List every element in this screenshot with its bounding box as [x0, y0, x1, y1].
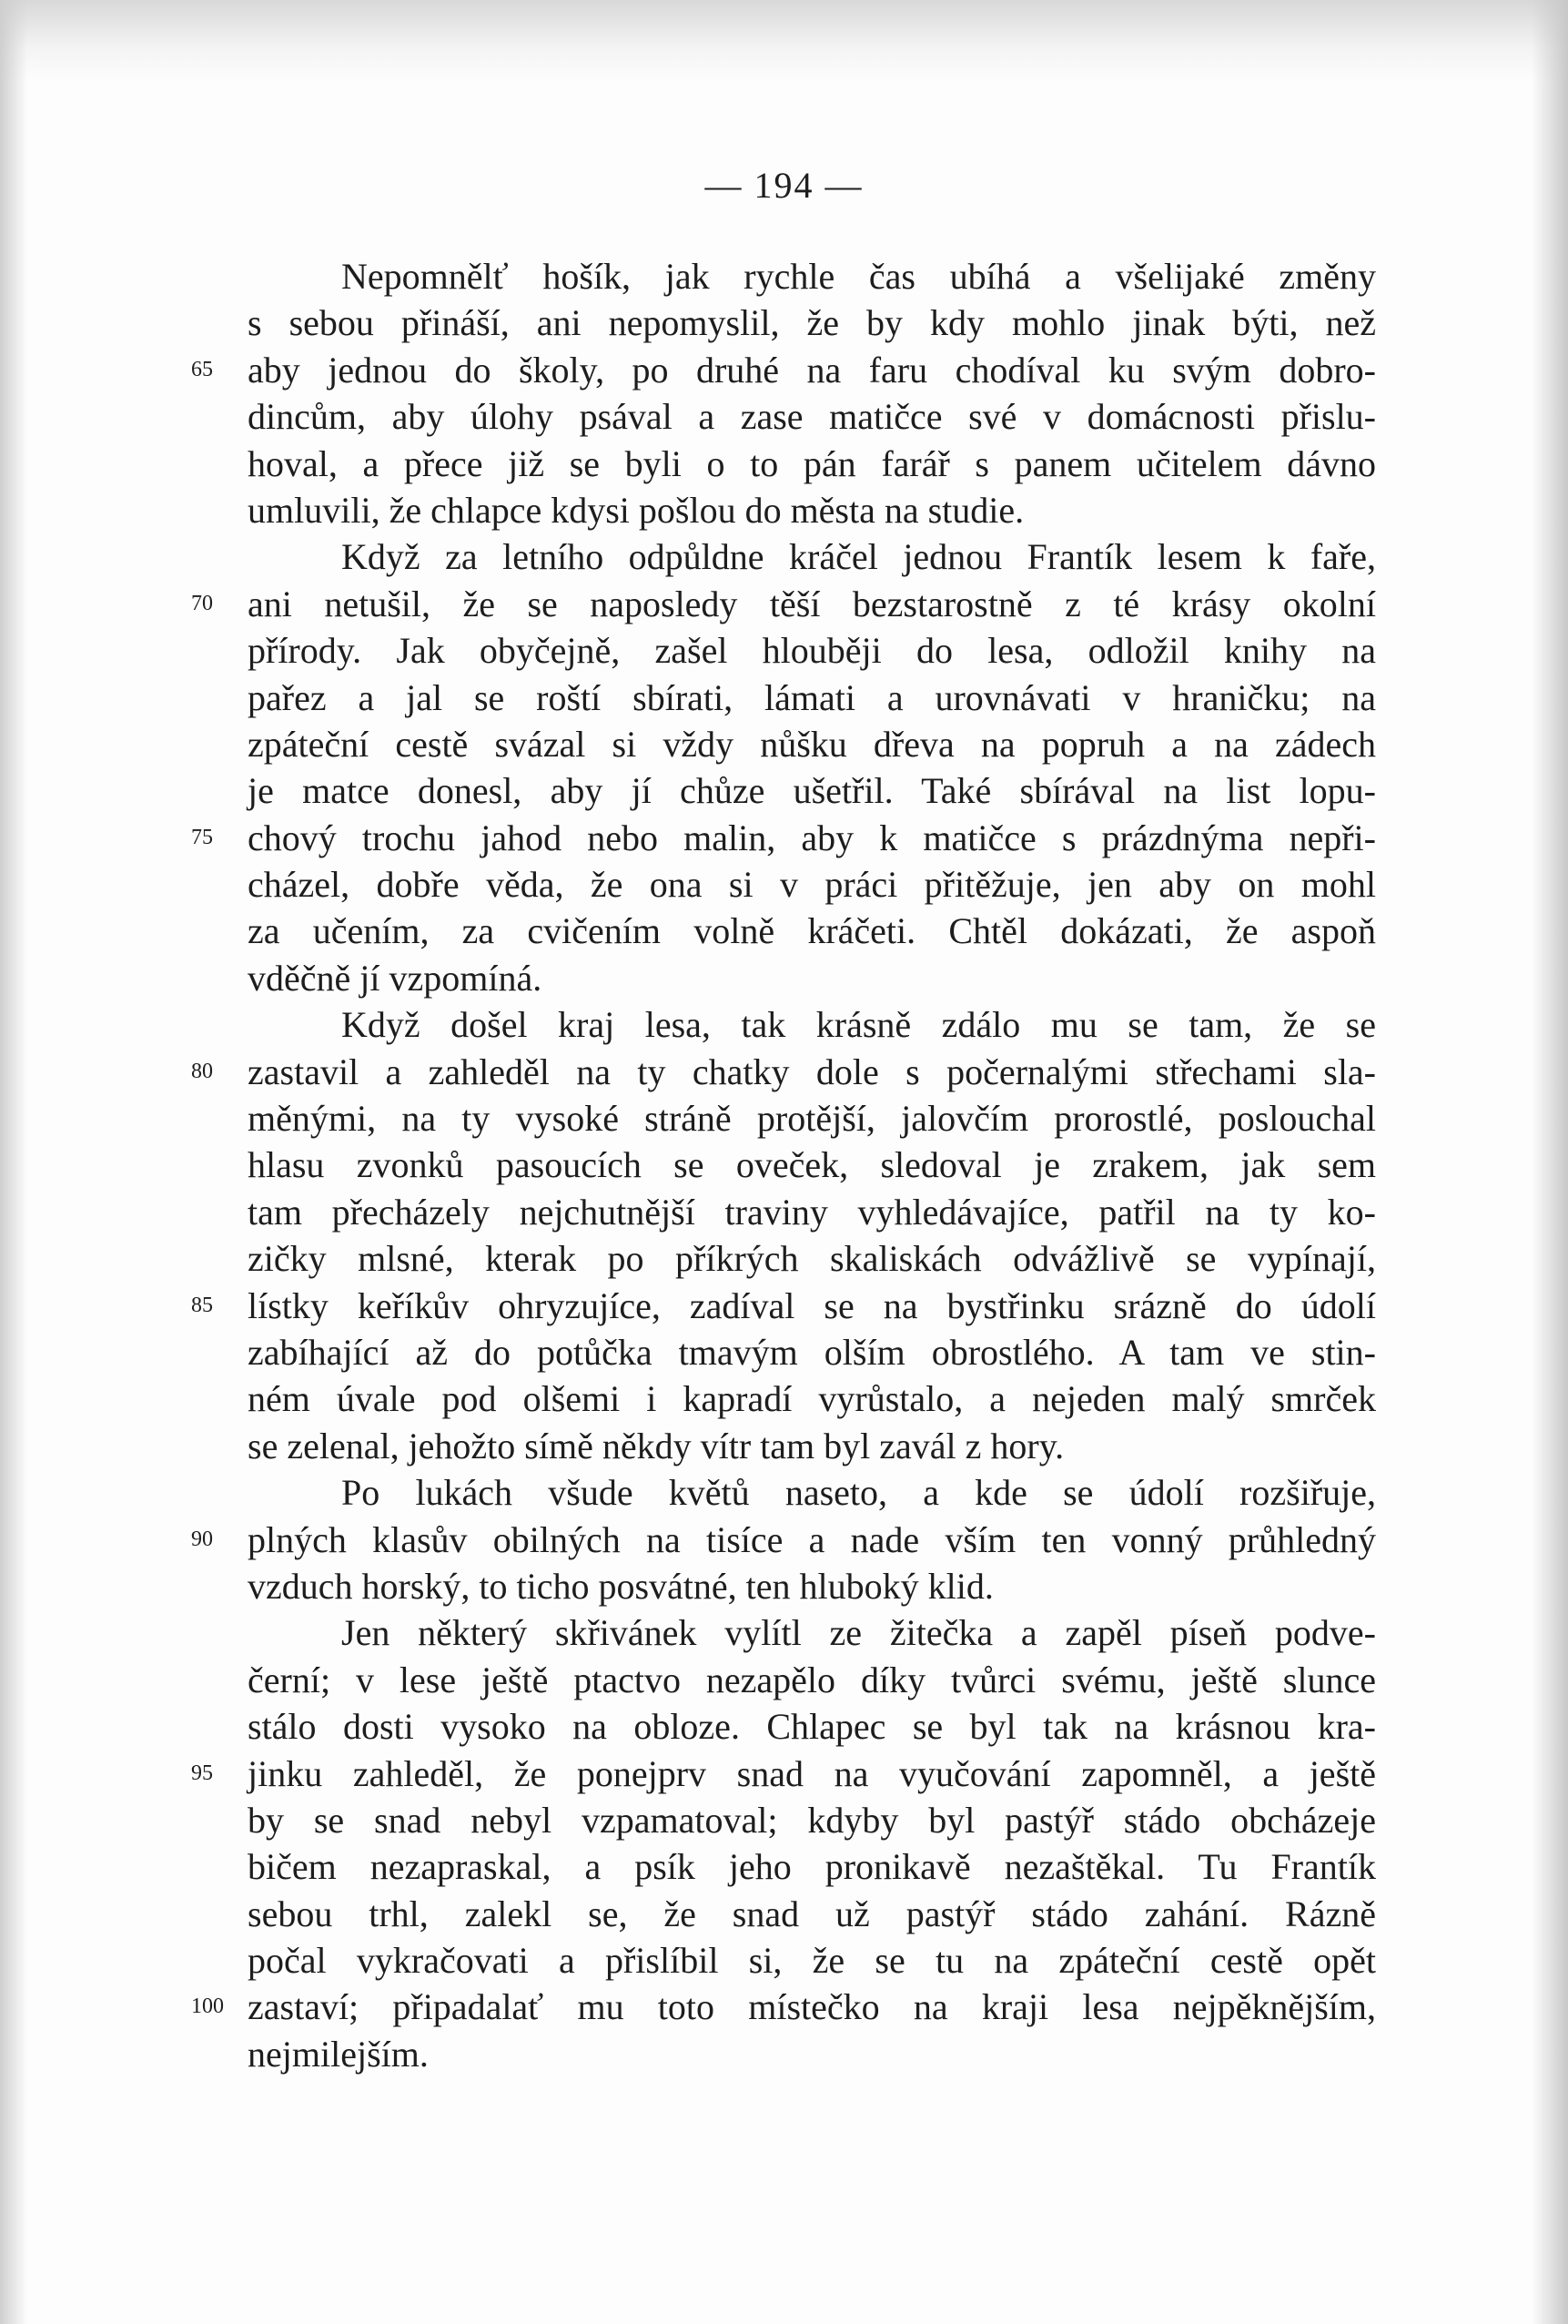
text-line-content: měnými, na ty vysoké stráně protější, jalovčím prorostlé, poslouchal: [248, 1098, 1376, 1140]
text-line: [248, 1189, 1376, 1235]
text-line: [248, 861, 1376, 908]
text-line: [248, 908, 1376, 954]
text-line-content: chový trochu jahod nebo malin, aby k matičce s prázdnýma nepři-: [248, 817, 1376, 858]
page-number: — 194 —: [704, 165, 864, 206]
text-line: [248, 1843, 1376, 1890]
text-line: [248, 1329, 1376, 1375]
text-line-content: Když došel kraj lesa, tak krásně zdálo mu se tam, že se: [341, 1004, 1376, 1046]
text-line-content: vzduch horský, to ticho posvátné, ten hluboký klid.: [248, 1565, 994, 1607]
text-line: [248, 1937, 1376, 1984]
line-number: 100: [191, 1994, 224, 2019]
text-line-content: pařez a jal se roští sbírati, lámati a urovnávati v hraničku; na: [248, 676, 1376, 718]
text-line-content: hlasu zvonků pasoucích se oveček, sledoval je zrakem, jak sem: [248, 1144, 1376, 1186]
text-line: [248, 1142, 1376, 1188]
text-line: [191, 347, 1376, 393]
text-line: [191, 815, 1376, 861]
text-line: [248, 721, 1376, 767]
text-line: [248, 627, 1376, 674]
line-number: 80: [191, 1059, 213, 1083]
text-line-content: zastavil a zahleděl na ty chatky dole s počernalými střechami sla-: [248, 1050, 1376, 1092]
text-line-content: vděčně jí vzpomíná.: [248, 957, 542, 999]
text-line: [191, 1751, 1376, 1797]
text-line-content: dincům, aby úlohy psával a zase matičce své v domácnosti přislu-: [248, 396, 1376, 438]
text-line-content: počal vykračovati a přislíbil si, že se tu na zpáteční cestě opět: [248, 1940, 1376, 1982]
text-line: [248, 1001, 1376, 1048]
line-number: 75: [191, 825, 213, 849]
text-line-content: ném úvale pod olšemi i kapradí vyrůstalo, a nejeden malý smrček: [248, 1378, 1376, 1420]
text-line-content: zastaví; připadalať mu toto místečko na kraji lesa nejpěknějším,: [248, 1986, 1376, 2028]
text-line: [248, 1891, 1376, 1937]
text-line: [248, 1375, 1376, 1422]
scan-shadow-right: [1532, 0, 1568, 2324]
text-line-content: zabíhající až do potůčka tmavým olším obrostlého. A tam ve stin-: [248, 1331, 1376, 1373]
text-line-content: aby jednou do školy, po druhé na faru chodíval ku svým dobro-: [248, 349, 1376, 391]
text-line: [248, 1657, 1376, 1703]
text-line: [248, 393, 1376, 440]
line-number: 85: [191, 1293, 213, 1317]
text-line-content: tam přecházely nejchutnější traviny vyhledávajíce, patřil na ty ko-: [248, 1191, 1376, 1233]
text-line-content: ani netušil, že se naposledy těší bezstarostně z té krásy okolní: [248, 583, 1376, 624]
text-line-content: lístky keříkův ohryzujíce, zadíval se na bystřinku srázně do údolí: [248, 1284, 1376, 1326]
scan-shadow-top: [0, 0, 1568, 82]
text-line: [248, 441, 1376, 487]
text-line-content: cházel, dobře věda, že ona si v práci přitěžuje, jen aby on mohl: [248, 864, 1376, 906]
text-line-content: Nepomnělť hošík, jak rychle čas ubíhá a všelijaké změny: [341, 256, 1376, 297]
text-line: [248, 1423, 1376, 1469]
text-line-content: Po lukách všude květů naseto, a kde se údolí rozšiřuje,: [341, 1472, 1376, 1514]
text-line-content: jinku zahleděl, že ponejprv snad na vyučování zapomněl, a ještě: [248, 1752, 1376, 1794]
scan-shadow-left: [0, 0, 27, 2324]
text-line: [248, 253, 1376, 299]
line-number: 95: [191, 1761, 213, 1785]
text-line-content: hoval, a přece již se byli o to pán farář s panem učitelem dávno: [248, 442, 1376, 484]
text-line-content: zpáteční cestě svázal si vždy nůšku dřeva na popruh a na zádech: [248, 723, 1376, 765]
text-line: [191, 1517, 1376, 1563]
text-line: [191, 1049, 1376, 1095]
text-line: [248, 299, 1376, 346]
text-line-content: plných klasův obilných na tisíce a nade vším ten vonný průhledný: [248, 1518, 1376, 1560]
text-line: [191, 581, 1376, 627]
text-line-content: za učením, za cvičením volně kráčeti. Chtěl dokázati, že aspoň: [248, 910, 1376, 952]
text-line: [248, 1703, 1376, 1750]
text-line: [248, 767, 1376, 814]
text-line-content: se zelenal, jehožto símě někdy vítr tam byl zavál z hory.: [248, 1425, 1065, 1466]
text-line: [248, 1609, 1376, 1656]
text-line-content: Když za letního odpůldne kráčel jednou Frantík lesem k faře,: [341, 536, 1376, 578]
line-number: 90: [191, 1527, 213, 1551]
text-line-content: černí; v lese ještě ptactvo nezapělo díky tvůrci svému, ještě slunce: [248, 1659, 1376, 1700]
text-line: [248, 1563, 1376, 1609]
text-line-content: bičem nezapraskal, a psík jeho pronikavě nezaštěkal. Tu Frantík: [248, 1846, 1376, 1888]
text-line: [248, 533, 1376, 580]
text-line-content: Jen některý skřivánek vylítl ze žitečka a zapěl píseň podve-: [341, 1612, 1376, 1654]
text-line: [248, 2031, 1376, 2077]
line-number: 65: [191, 357, 213, 381]
text-line: [248, 1235, 1376, 1282]
text-line-content: umluvili, že chlapce kdysi pošlou do města na studie.: [248, 489, 1025, 531]
text-line-content: zičky mlsné, kterak po příkrých skaliskách odvážlivě se vypínají,: [248, 1238, 1376, 1280]
text-line: [248, 1095, 1376, 1142]
text-line: [248, 1469, 1376, 1516]
text-line: [191, 1984, 1376, 2030]
text-line-content: sebou trhl, zalekl se, že snad už pastýř stádo zahání. Rázně: [248, 1893, 1376, 1934]
text-line-content: přírody. Jak obyčejně, zašel hlouběji do lesa, odložil knihy na: [248, 630, 1376, 672]
body-text: [191, 253, 1376, 2077]
text-line-content: nejmilejším.: [248, 2033, 429, 2075]
text-line: [248, 675, 1376, 721]
text-line: [248, 955, 1376, 1001]
text-line-content: stálo dosti vysoko na obloze. Chlapec se byl tak na krásnou kra-: [248, 1706, 1376, 1748]
text-line: [191, 1283, 1376, 1329]
text-line: [248, 487, 1376, 533]
text-line-content: by se snad nebyl vzpamatoval; kdyby byl pastýř stádo obcházeje: [248, 1799, 1376, 1841]
text-line: [248, 1797, 1376, 1843]
text-line-content: s sebou přináší, ani nepomyslil, že by kdy mohlo jinak býti, než: [248, 302, 1376, 344]
text-line-content: je matce donesl, aby jí chůze ušetřil. Také sbírával na list lopu-: [248, 770, 1376, 812]
line-number: 70: [191, 591, 213, 615]
